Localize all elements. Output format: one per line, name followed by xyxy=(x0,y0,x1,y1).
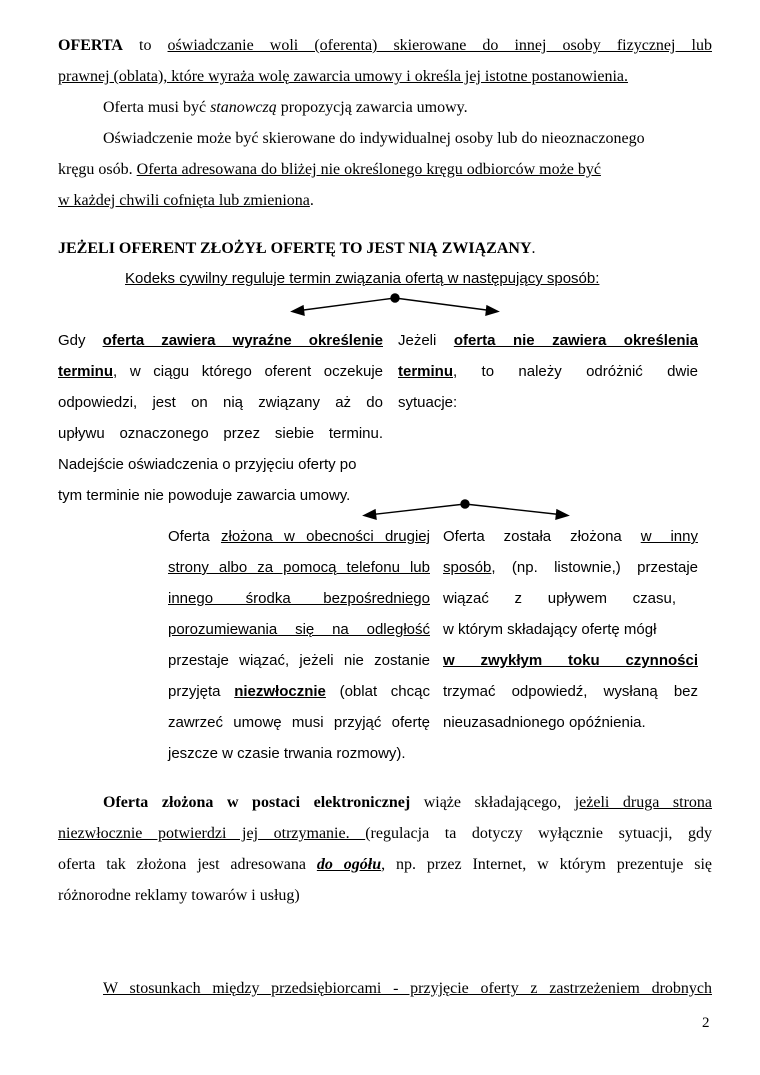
electronic-line-2: niezwłocznie potwierdzi jej otrzymanie. (regulacja ta dotyczy wyłącznie sytuacji, gdy xyxy=(58,825,713,842)
arrow-left-bottom xyxy=(368,504,465,515)
niezwlocznie-term: niezwłocznie xyxy=(234,683,326,700)
sub-right-line-7: nieuzasadnionego opóźnienia. xyxy=(443,714,646,731)
arrow-left-top xyxy=(296,298,395,311)
oferta-definition: oświadczanie woli (oferenta) skierowane do innej osoby fizycznej lub xyxy=(167,37,712,54)
do-ogolu-term: do ogółu xyxy=(316,856,382,873)
left-col-line-6: tym terminie nie powoduje zawarcia umowy. xyxy=(58,487,351,504)
addressee-line-2: kręgu osób. Oferta adresowana do bliżej nie określonego kręgu odbiorców może być xyxy=(58,161,601,178)
left-col-line-4: upływu oznaczonego przez siebie terminu. xyxy=(58,425,383,442)
right-col-line-1: Jeżeli oferta nie zawiera określenia xyxy=(398,332,698,349)
electronic-line-4: różnorodne reklamy towarów i usług) xyxy=(58,887,300,904)
sub-left-line-1: Oferta złożona w obecności drugiej xyxy=(168,528,430,545)
arrow-right-top xyxy=(395,298,494,311)
stanowcza-paragraph: Oferta musi być stanowczą propozycją zawarcia umowy. xyxy=(103,99,468,116)
stanowcza-term: stanowczą xyxy=(210,99,277,116)
sub-left-line-7: zawrzeć umowę musi przyjąć ofertę xyxy=(168,714,430,731)
left-col-line-1: Gdy oferta zawiera wyraźne określenie xyxy=(58,332,383,349)
addressee-line-3: w każdej chwili cofnięta lub zmieniona. xyxy=(58,192,314,209)
electronic-line-1: Oferta złożona w postaci elektronicznej wiąże składającego, jeżeli druga strona xyxy=(103,794,712,811)
oferta-term: OFERTA xyxy=(58,37,123,54)
sub-left-line-8: jeszcze w czasie trwania rozmowy). xyxy=(168,745,406,762)
sub-right-line-4: w którym składający ofertę mógł xyxy=(443,621,657,638)
electronic-line-3: oferta tak złożona jest adresowana do ogółu, np. przez Internet, w którym prezentuje się xyxy=(58,856,712,873)
arrowhead-right-top xyxy=(486,306,498,315)
binding-heading: JEŻELI OFERENT ZŁOŻYŁ OFERTĘ TO JEST NIĄ ZWIĄZANY. xyxy=(58,240,536,257)
kodeks-caption: Kodeks cywilny reguluje termin związania ofertą w następujący sposób: xyxy=(125,270,600,287)
page-number: 2 xyxy=(702,1015,710,1031)
arrowhead-left-bottom xyxy=(364,510,376,519)
sub-left-line-3: innego środka bezpośredniego xyxy=(168,590,430,607)
arrow-right-bottom xyxy=(465,504,564,515)
entrepreneurs-line: W stosunkach między przedsiębiorcami - przyjęcie oferty z zastrzeżeniem drobnych xyxy=(103,980,712,997)
arrowhead-right-bottom xyxy=(556,510,568,519)
left-col-line-3: odpowiedzi, jest on nią związany aż do xyxy=(58,394,383,411)
branch-dot-bottom xyxy=(461,500,469,508)
sub-right-line-5: w zwykłym toku czynności xyxy=(443,652,698,669)
sub-left-line-2: strony albo za pomocą telefonu lub xyxy=(168,559,430,576)
arrowhead-left-top xyxy=(292,306,304,315)
right-col-line-3: sytuacje: xyxy=(398,394,458,411)
right-col-line-2: terminu, to należy odróżnić dwie xyxy=(398,363,698,380)
sub-left-line-4: porozumiewania się na odległość xyxy=(168,621,430,638)
branch-dot-top xyxy=(391,294,399,302)
addressee-line-1: Oświadczenie może być skierowane do indywidualnej osoby lub do nieoznaczonego xyxy=(103,130,645,147)
sub-right-line-2: sposób, (np. listownie,) przestaje xyxy=(443,559,698,576)
sub-right-line-1: Oferta została złożona w inny xyxy=(443,528,698,545)
left-col-line-5: Nadejście oświadczenia o przyjęciu oferty po xyxy=(58,456,357,473)
revocation-rule: Oferta adresowana do bliżej nie określonego kręgu odbiorców może być xyxy=(136,161,601,178)
sub-right-line-6: trzymać odpowiedź, wysłaną bez xyxy=(443,683,698,700)
left-col-line-2: terminu, w ciągu którego oferent oczekuje xyxy=(58,363,383,380)
definition-line-1: OFERTA to oświadczanie woli (oferenta) skierowane do innej osoby fizycznej lub xyxy=(58,37,712,54)
sub-right-line-3: wiązać z upływem czasu, xyxy=(443,590,676,607)
sub-left-line-5: przestaje wiązać, jeżeli nie zostanie xyxy=(168,652,430,669)
definition-line-2: prawnej (oblata), które wyraża wolę zawarcia umowy i określa jej istotne postanowienia. xyxy=(58,68,629,85)
sub-left-line-6: przyjęta niezwłocznie (oblat chcąc xyxy=(168,683,430,700)
